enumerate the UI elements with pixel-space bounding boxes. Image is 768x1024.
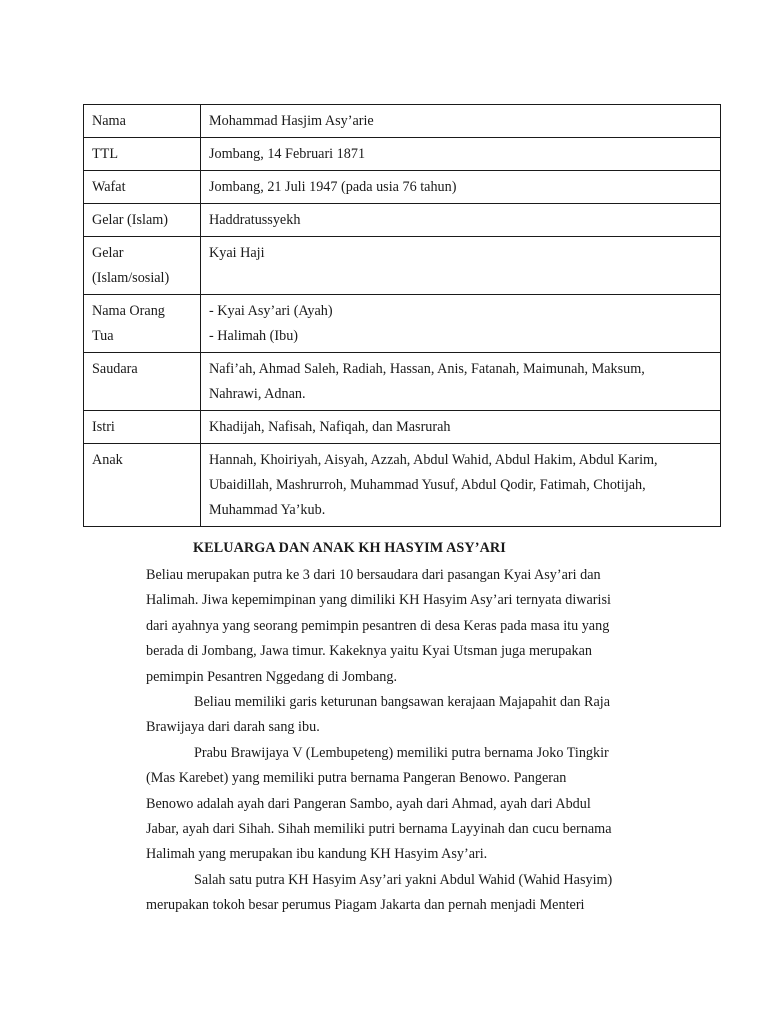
row-value: Ubaidillah, Mashrurroh, Muhammad Yusuf, Abdul Qodir, Fatimah, Chotijah, [209,477,646,493]
row-value: Mohammad Hasjim Asy’arie [209,113,374,129]
paragraph-line: Benowo adalah ayah dari Pangeran Sambo, ayah dari Ahmad, ayah dari Abdul [146,795,591,812]
table-row [84,138,721,171]
row-value: Khadijah, Nafisah, Nafiqah, dan Masrurah [209,419,451,435]
paragraph-line: Brawijaya dari darah sang ibu. [146,719,320,736]
row-value-cell [201,353,721,411]
table-row [84,237,721,295]
row-label: Tua [92,328,114,344]
row-label-cell [84,411,201,444]
body-paragraphs [146,563,666,919]
row-label: TTL [92,146,118,162]
row-value: Nafi’ah, Ahmad Saleh, Radiah, Hassan, Anis, Fatanah, Maimunah, Maksum, [209,361,645,377]
row-value: Hannah, Khoiriyah, Aisyah, Azzah, Abdul Wahid, Abdul Hakim, Abdul Karim, [209,452,658,468]
paragraph-line: Halimah yang merupakan ibu kandung KH Hasyim Asy’ari. [146,846,488,863]
row-value: Kyai Haji [209,245,265,261]
row-label-cell [84,353,201,411]
paragraph-line: dari ayahnya yang seorang pemimpin pesantren di desa Keras pada masa itu yang [146,617,610,634]
row-value: - Halimah (Ibu) [209,328,299,344]
table-row [84,105,721,138]
row-value-cell [201,411,721,444]
biodata-table-body [84,105,721,527]
row-label: Istri [92,419,115,435]
row-label-cell [84,295,201,353]
row-label-cell [84,204,201,237]
paragraph-line: Salah satu putra KH Hasyim Asy’ari yakni Abdul Wahid (Wahid Hasyim) [194,871,613,888]
row-value-cell [201,295,721,353]
row-label: Gelar (Islam) [92,212,169,228]
row-label-cell [84,444,201,527]
paragraph-line: Halimah. Jiwa kepemimpinan yang dimiliki KH Hasyim Asy’ari ternyata diwarisi [146,592,611,609]
paragraph-line: (Mas Karebet) yang memiliki putra bernama Pangeran Benowo. Pangeran [146,770,567,787]
paragraph-line: merupakan tokoh besar perumus Piagam Jakarta dan pernah menjadi Menteri [146,897,585,914]
table-row [84,353,721,411]
table-row [84,171,721,204]
row-label-cell [84,105,201,138]
row-value: Jombang, 21 Juli 1947 (pada usia 76 tahun) [209,179,457,195]
row-value: Nahrawi, Adnan. [209,386,306,402]
row-value: - Kyai Asy’ari (Ayah) [209,303,333,319]
row-label: Nama Orang [92,303,165,319]
paragraph-line: berada di Jombang, Jawa timur. Kakeknya yaitu Kyai Utsman juga merupakan [146,643,592,660]
row-label: Anak [92,452,123,468]
paragraph-line: Beliau merupakan putra ke 3 dari 10 bersaudara dari pasangan Kyai Asy’ari dan [146,567,601,583]
paragraph-line: pemimpin Pesantren Nggedang di Jombang. [146,668,397,685]
row-label: Saudara [92,361,138,377]
row-value: Jombang, 14 Februari 1871 [209,146,366,162]
biodata-table [83,104,721,527]
row-value-cell [201,138,721,171]
row-label-cell [84,171,201,204]
row-label-cell [84,138,201,171]
table-row [84,295,721,353]
table-row [84,444,721,527]
row-label-cell [84,237,201,295]
row-label: Gelar [92,245,124,261]
row-label: Nama [92,113,126,129]
table-row [84,411,721,444]
row-value-cell [201,105,721,138]
row-value-cell [201,171,721,204]
row-value: Haddratussyekh [209,212,301,228]
paragraph-line: Jabar, ayah dari Sihah. Sihah memiliki putri bernama Layyinah dan cucu bernama [146,821,612,838]
section-heading: KELUARGA DAN ANAK KH HASYIM ASY’ARI [193,540,506,556]
paragraph-line: Beliau memiliki garis keturunan bangsawan kerajaan Majapahit dan Raja [194,694,611,711]
table-row [84,204,721,237]
row-value-cell [201,444,721,527]
row-value-cell [201,204,721,237]
row-value-cell [201,237,721,295]
paragraph-line: Prabu Brawijaya V (Lembupeteng) memiliki putra bernama Joko Tingkir [194,744,609,761]
row-value: Muhammad Ya’kub. [209,502,326,518]
row-label: Wafat [92,179,126,195]
row-label: (Islam/sosial) [92,270,170,286]
